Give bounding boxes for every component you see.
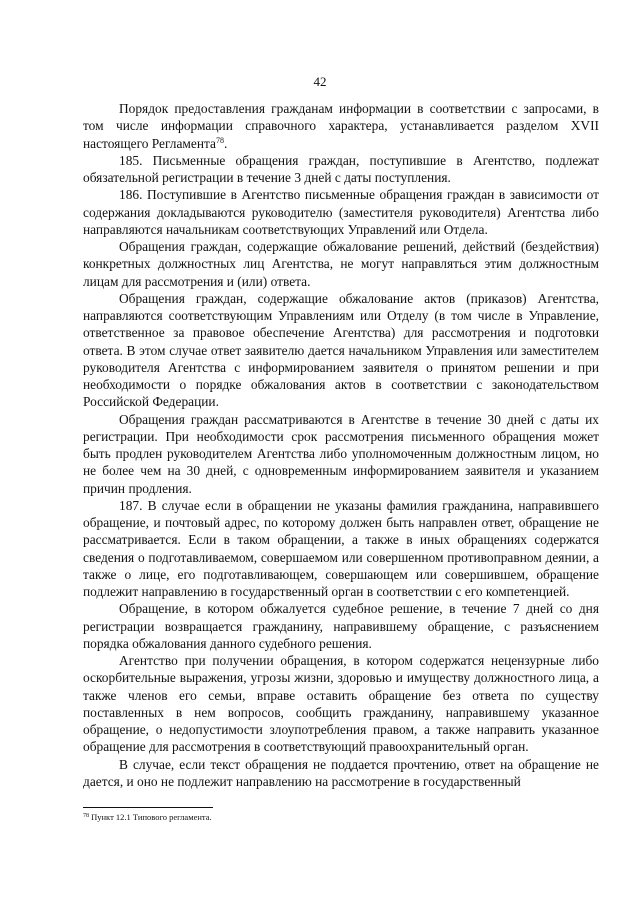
paragraph: Обращение, в котором обжалуется судебное решение, в течение 7 дней со дня регистрации возвращается гражданину, направившему обращение, с разъяснением порядка обжалования данного судебного решения. (83, 601, 599, 651)
paragraph: Агентство при получении обращения, в котором содержатся нецензурные либо оскорбительные выражения, угрозы жизни, здоровью и имуществу должностного лица, а также членов его семьи, вправе оставить обращение без ответа по существу поставленных в нем вопросов, сообщить гражданину, направившему указанное обращение, о недопустимости злоупотребления правом, а также направить указанное обращение для рассмотрения в соответствующий правоохранительный орган. (83, 653, 599, 755)
paragraph: Обращения граждан, содержащие обжалование актов (приказов) Агентства, направляются соответствующим Управлениям или Отделу (в том числе в Управление, ответственное за правовое обеспечение Агентства) для рассмотрения и подготовки ответа. В этом случае ответ заявителю дается начальником Управления или заместителем руководителя Агентства с информированием заявителя о принятом решении и при необходимости о порядке обжалования актов в соответствии с законодательством Российской Федерации. (83, 290, 599, 410)
body-text (83, 100, 599, 790)
paragraph-text: Порядок предоставления гражданам информации в соответствии с запросами, в том числе информации справочного характера, устанавливается разделом XVII настоящего Регламента (83, 101, 599, 151)
footnote-mark: 78 (83, 813, 89, 819)
paragraph: Обращения граждан рассматриваются в Агентстве в течение 30 дней с даты их регистрации. При необходимости срок рассмотрения письменного обращения может быть продлен руководителем Агентства либо уполномоченным должностным лицом, но не более чем на 30 дней, с одновременным информированием заявителя и указанием причин продления. (83, 411, 599, 496)
paragraph: В случае, если текст обращения не поддается прочтению, ответ на обращение не дается, и оно не подлежит направлению на рассмотрение в государственный (83, 756, 599, 789)
paragraph: Обращения граждан, содержащие обжалование решений, действий (бездействия) конкретных должностных лиц Агентства, не могут направляться этим должностным лицам для рассмотрения и (или) ответа. (83, 239, 599, 289)
paragraph: 186. Поступившие в Агентство письменные обращения граждан в зависимости от содержания докладываются руководителю (заместителя руководителя) Агентства либо направляются начальникам соответствующих Управлений или Отдела. (83, 187, 599, 237)
paragraph: 185. Письменные обращения граждан, поступившие в Агентство, подлежат обязательной регистрации в течение 3 дней с даты поступления. (83, 152, 599, 185)
footnote (83, 812, 599, 822)
paragraph-text-end: . (223, 135, 228, 151)
footnote-reference[interactable]: 78 (215, 135, 224, 145)
paragraph (83, 100, 599, 152)
footnote-text: Пункт 12.1 Типового регламента. (91, 812, 212, 822)
footnote-divider (83, 807, 213, 808)
page-number: 42 (313, 74, 327, 89)
paragraph: 187. В случае если в обращении не указаны фамилия гражданина, направившего обращение, и почтовый адрес, по которому должен быть направлен ответ, обращение не рассматривается. Если в таком обращении, а также в иных обращениях содержатся сведения о подготавливаемом, совершаемом или совершенном противоправном деянии, а также о лице, его подготавливающем, совершающем или совершившем, обращение подлежит направлению в государственный орган в соответствии с его компетенцией. (83, 497, 599, 599)
